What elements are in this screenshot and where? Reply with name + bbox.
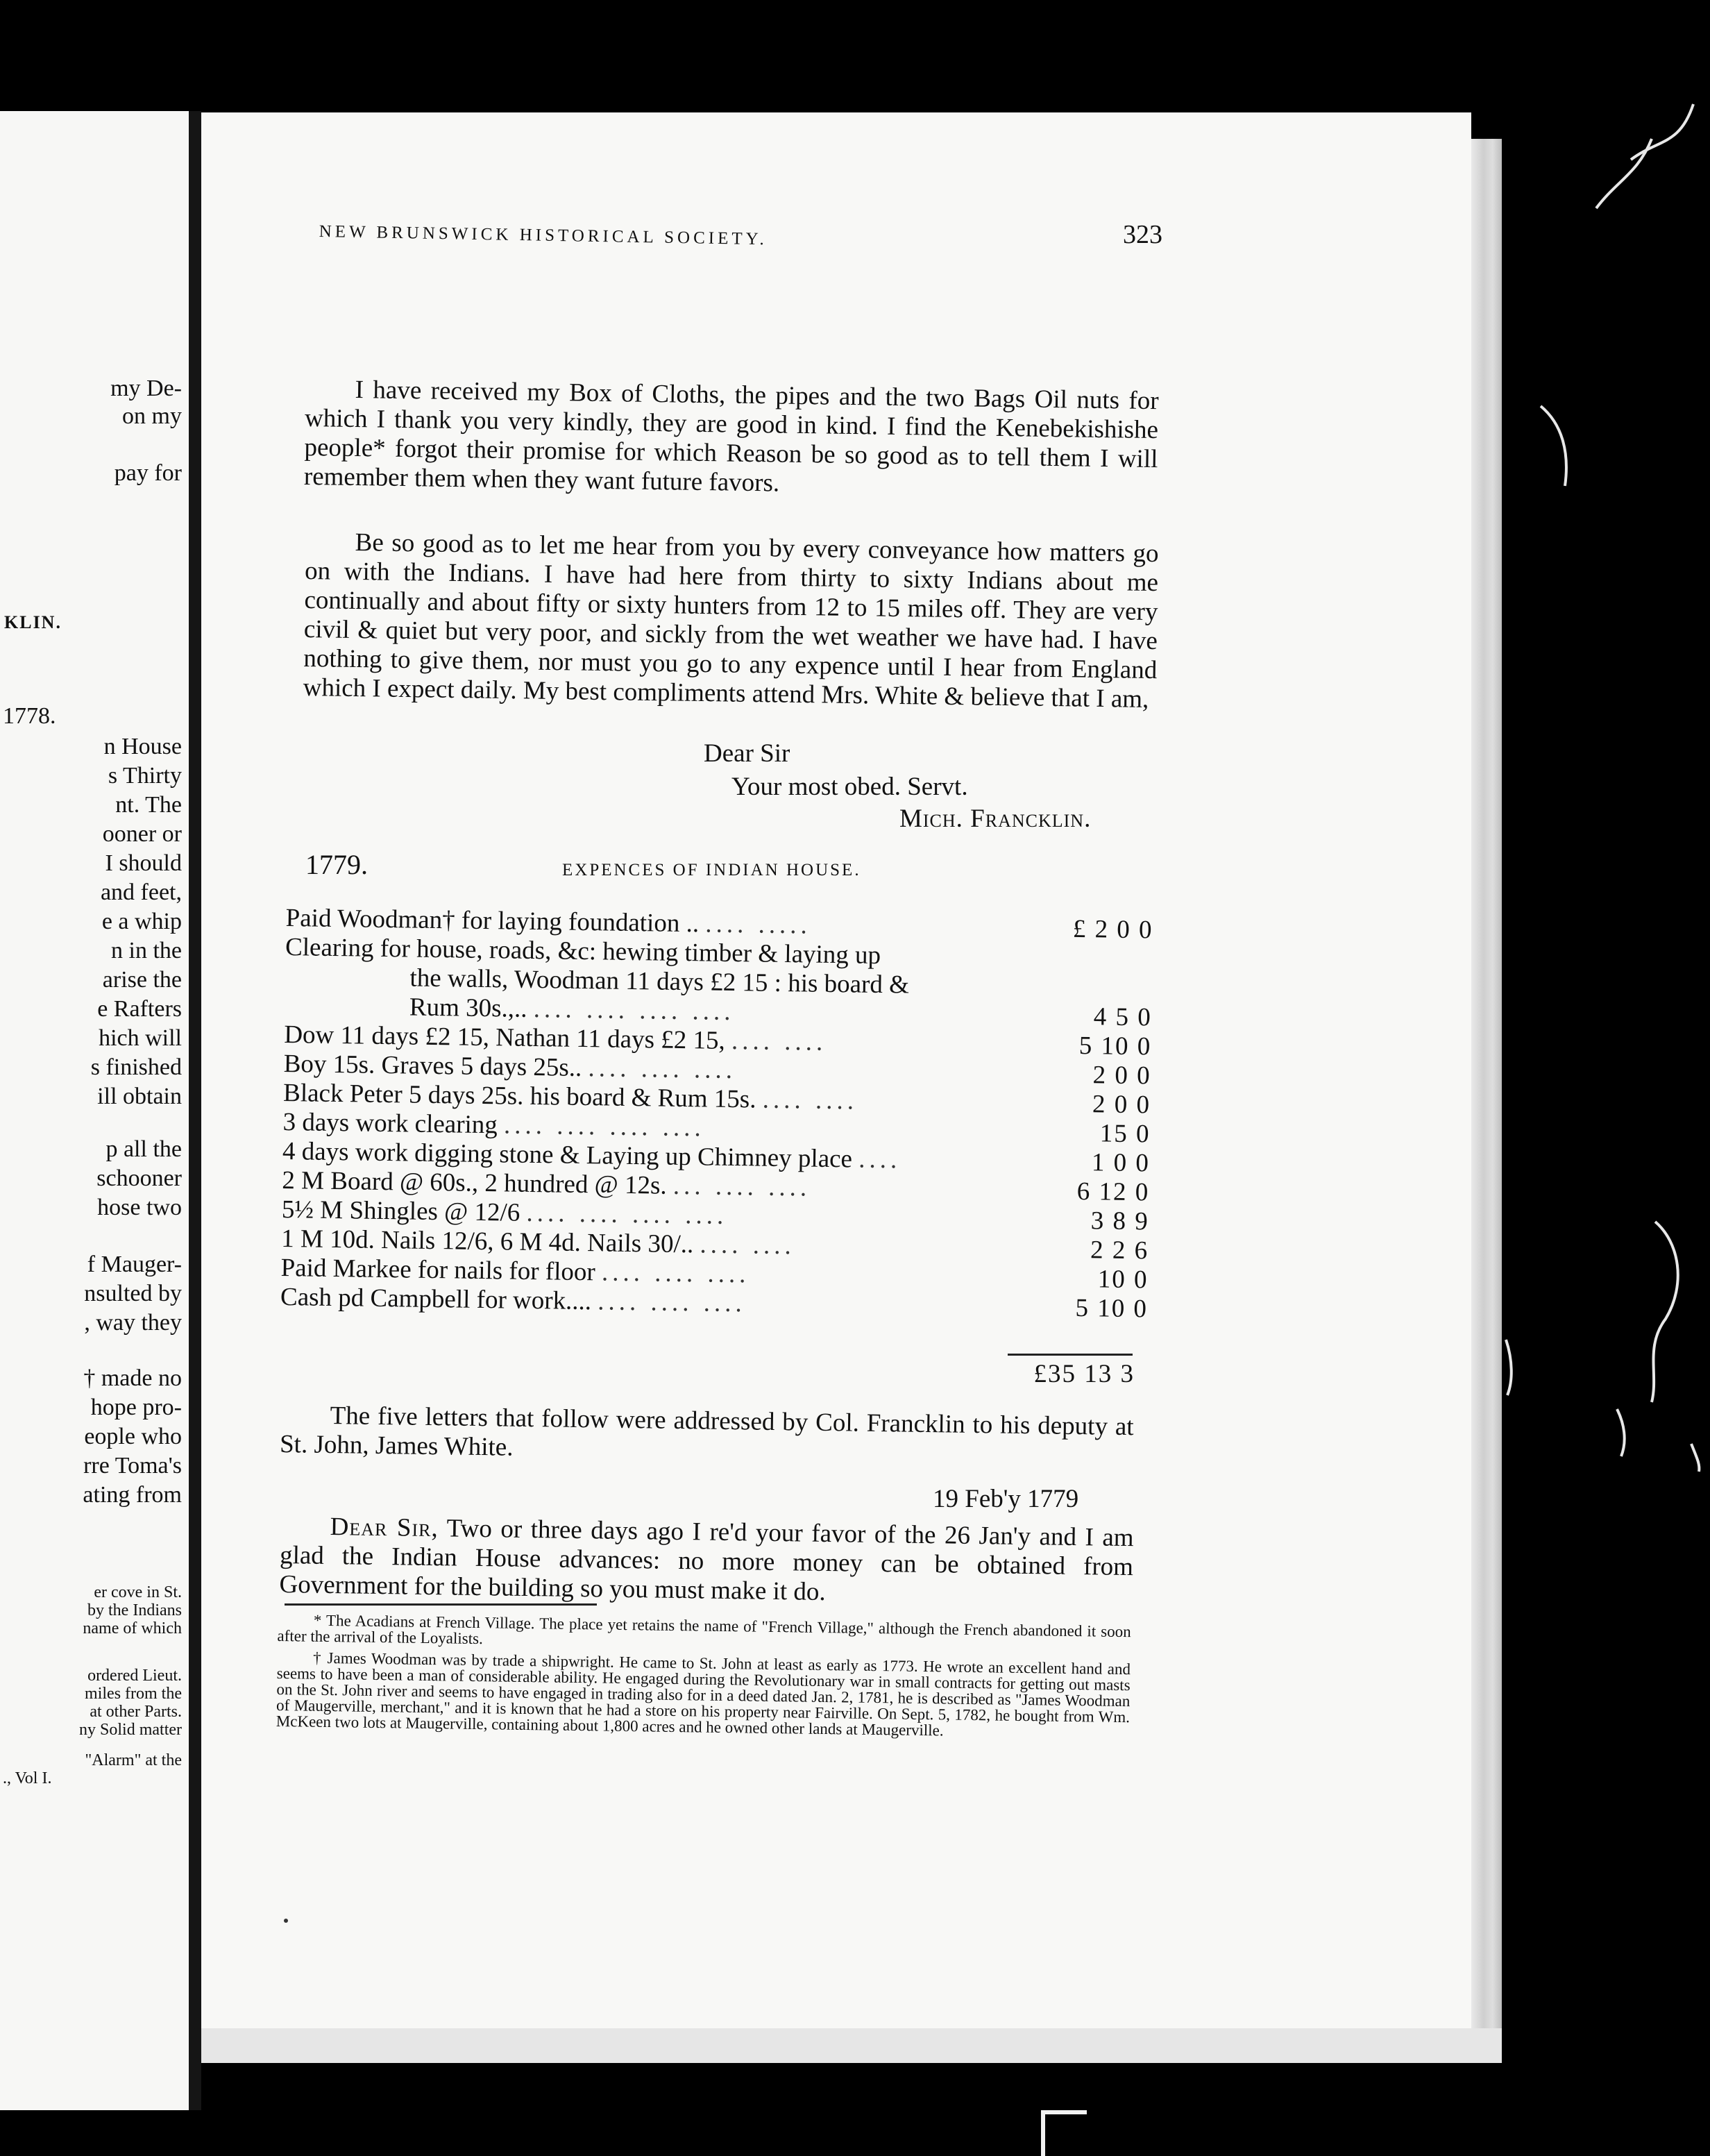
left-page-line: n in the [111, 938, 182, 963]
left-page-footnote-line: ny Solid matter [79, 1721, 182, 1739]
expense-desc: Boy 15s. Graves 5 days 25s.. [283, 1049, 582, 1082]
second-letter-body: Two or three days ago I re'd your favor of the 26 Jan'y and I am glad the Indian House advances: no more money can be obtained from Government for the building so you must make it do. [279, 1514, 1134, 1606]
left-page-line: rre Toma's [83, 1453, 182, 1479]
second-letter-salutation: Dear Sir, [330, 1513, 439, 1543]
expense-desc: 4 days work digging stone & Laying up Chimney place [282, 1136, 853, 1174]
left-page-line: arise the [102, 967, 182, 993]
left-page-line: on my [122, 403, 182, 429]
expense-desc: Dow 11 days £2 15, Nathan 11 days £2 15, [284, 1020, 726, 1055]
expense-desc: Black Peter 5 days 25s. his board & Rum 15s. [282, 1078, 756, 1114]
expense-amount: 10 0 [1097, 1265, 1149, 1295]
expense-desc: the walls, Woodman 11 days £2 15 : his board & [409, 963, 910, 1000]
left-page-line: e Rafters [97, 996, 182, 1022]
leader-dots: .... .... .... .... [533, 994, 735, 1027]
leader-dots: .... .... [731, 1026, 827, 1056]
leader-dots: ... .... .... [672, 1171, 811, 1202]
leader-dots: .... .... [762, 1085, 858, 1115]
left-page-footnote-line: at other Parts. [90, 1703, 182, 1721]
expense-desc: 3 days work clearing [282, 1107, 498, 1140]
expense-amount: 5 10 0 [1075, 1293, 1149, 1324]
left-page-line: s finished [90, 1054, 182, 1080]
left-page-line: schooner [96, 1165, 182, 1191]
intro-paragraph-text: The five letters that follow were addressed by Col. Francklin to his deputy at St. John, James White. [279, 1401, 1134, 1462]
expense-amount: 2 2 6 [1090, 1236, 1149, 1265]
expense-year: 1779. [305, 849, 368, 880]
left-page-line: hose two [97, 1195, 182, 1220]
expense-amount: £ 2 0 0 [1072, 914, 1153, 945]
leader-dots: .... ..... [705, 909, 812, 940]
left-page-line: eople who [84, 1424, 182, 1449]
letter-date: 19 Feb'y 1779 [933, 1485, 1079, 1513]
expense-amount: 4 5 0 [1093, 1002, 1153, 1032]
left-page-line: nsulted by [84, 1281, 182, 1306]
leader-dots: .... .... .... [601, 1258, 750, 1289]
footnote-woodman: † James Woodman was by trade a shipwright. He came to St. John at least as early as 1773. He wrote an excellent hand and seems to have been a man of considerable ability. He engaged during the Revolutionary war in small contracts for getting out masts on the St. John river and seems to have engaged in trading also for in a deed dated Jan. 2, 1781, he is described as "James Woodman of Maugerville, merchant," and it is known that he had a store on his property near Fairville. On Sept. 5, 1782, he bought from Wm. McKeen two lots at Maugerville, containing about 1,800 acres and he owned other lands at Maugerville. [276, 1649, 1131, 1740]
expense-desc: Cash pd Campbell for work.... [280, 1282, 592, 1316]
left-page-line: nt. The [115, 792, 182, 818]
left-page-line: ill obtain [97, 1084, 182, 1109]
leader-dots: .... .... .... .... [526, 1198, 728, 1230]
running-head: NEW BRUNSWICK HISTORICAL SOCIETY. [319, 222, 768, 249]
left-page-heading: KLIN. [4, 612, 62, 632]
page-number: 323 [1123, 220, 1162, 249]
left-page-line: f Mauger- [87, 1252, 182, 1277]
letter-closing: Your most obed. Servt. [731, 773, 968, 801]
left-page-line: † made no [83, 1365, 182, 1391]
left-page-line: e a whip [101, 909, 182, 934]
expense-desc: Clearing for house, roads, &c: hewing timber & laying up [285, 932, 881, 970]
expense-amount: 1 0 0 [1091, 1148, 1151, 1178]
expense-desc: 1 M 10d. Nails 12/6, 6 M 4d. Nails 30/.. [280, 1224, 694, 1259]
footnote-acadians: * The Acadians at French Village. The place yet retains the name of "French Village," although the French abandoned it soon after the arrival of the Loyalists. [277, 1611, 1131, 1648]
left-page-line: hich will [99, 1025, 182, 1051]
letter-salutation: Dear Sir [704, 739, 790, 768]
left-page-footnote-line: ., Vol I. [3, 1769, 52, 1787]
left-page-line: and feet, [100, 879, 182, 905]
letter-signature: Mich. Francklin. [899, 805, 1092, 833]
expense-amount: 2 0 0 [1092, 1061, 1151, 1090]
left-page-line: s Thirty [108, 763, 182, 789]
leader-dots: .... .... .... [598, 1287, 747, 1318]
left-page-line: n House [103, 734, 182, 759]
expense-amount: 3 8 9 [1090, 1206, 1150, 1236]
expense-desc: 2 M Board @ 60s., 2 hundred @ 12s. [282, 1165, 667, 1200]
left-page-line: , way they [84, 1310, 182, 1336]
expense-desc: Paid Markee for nails for floor [280, 1253, 596, 1287]
left-page-footnote-line: er cove in St. [94, 1583, 182, 1601]
left-page-line: hope pro- [90, 1395, 182, 1420]
leader-dots: .... .... .... [588, 1054, 737, 1085]
leader-dots: .... .... .... .... [503, 1111, 706, 1143]
left-page-line: 1778. [3, 703, 56, 729]
expense-desc: Rum 30s.,.. [409, 993, 527, 1023]
expense-amount: 6 12 0 [1076, 1177, 1150, 1207]
left-page-line: my De- [110, 376, 182, 401]
leader-dots: .... .... [700, 1230, 796, 1261]
expense-amount: 15 0 [1099, 1119, 1151, 1149]
expense-total: £35 13 3 [1033, 1360, 1135, 1388]
expense-desc: Paid Woodman† for laying foundation .. [285, 904, 700, 938]
left-page-line: pay for [114, 460, 182, 486]
expense-table-title: EXPENCES OF INDIAN HOUSE. [562, 861, 861, 879]
left-page-footnote-line: name of which [83, 1619, 182, 1637]
letter-paragraph-1-text: I have received my Box of Cloths, the pipes and the two Bags Oil nuts for which I thank you very kindly, they are good in kind. I find the Kenebekishishe people* forgot their promise for which Reason be so good as to tell them I will remember them when they want future favors. [303, 376, 1159, 498]
left-page-footnote-line: "Alarm" at the [85, 1751, 182, 1769]
letter-paragraph-2-text: Be so good as to let me hear from you by every conveyance how matters go on with the Indians. I have had here from thirty to sixty Indians about me continually and about fifty or sixty hunters from 12 to 15 miles off. They are very civil & quiet but very poor, and sickly from the wet weather we have had. I have nothing to give them, nor must you go to any expence until I hear from England which I expect daily. My best compliments attend Mrs. White & believe that I am, [303, 528, 1159, 714]
left-page-line: I should [105, 850, 182, 876]
left-page-footnote-line: by the Indians [87, 1601, 182, 1619]
left-page-line: p all the [105, 1136, 182, 1162]
leader-dots: .... [858, 1145, 901, 1174]
expense-desc: 5½ M Shingles @ 12/6 [281, 1195, 520, 1227]
expense-amount: 5 10 0 [1078, 1031, 1152, 1061]
left-page-footnote-line: ordered Lieut. [87, 1667, 182, 1685]
left-page-footnote-line: miles from the [85, 1685, 182, 1703]
left-page-line: ating from [83, 1482, 182, 1508]
left-page-line: ooner or [102, 821, 182, 847]
expense-amount: 2 0 0 [1092, 1090, 1151, 1120]
